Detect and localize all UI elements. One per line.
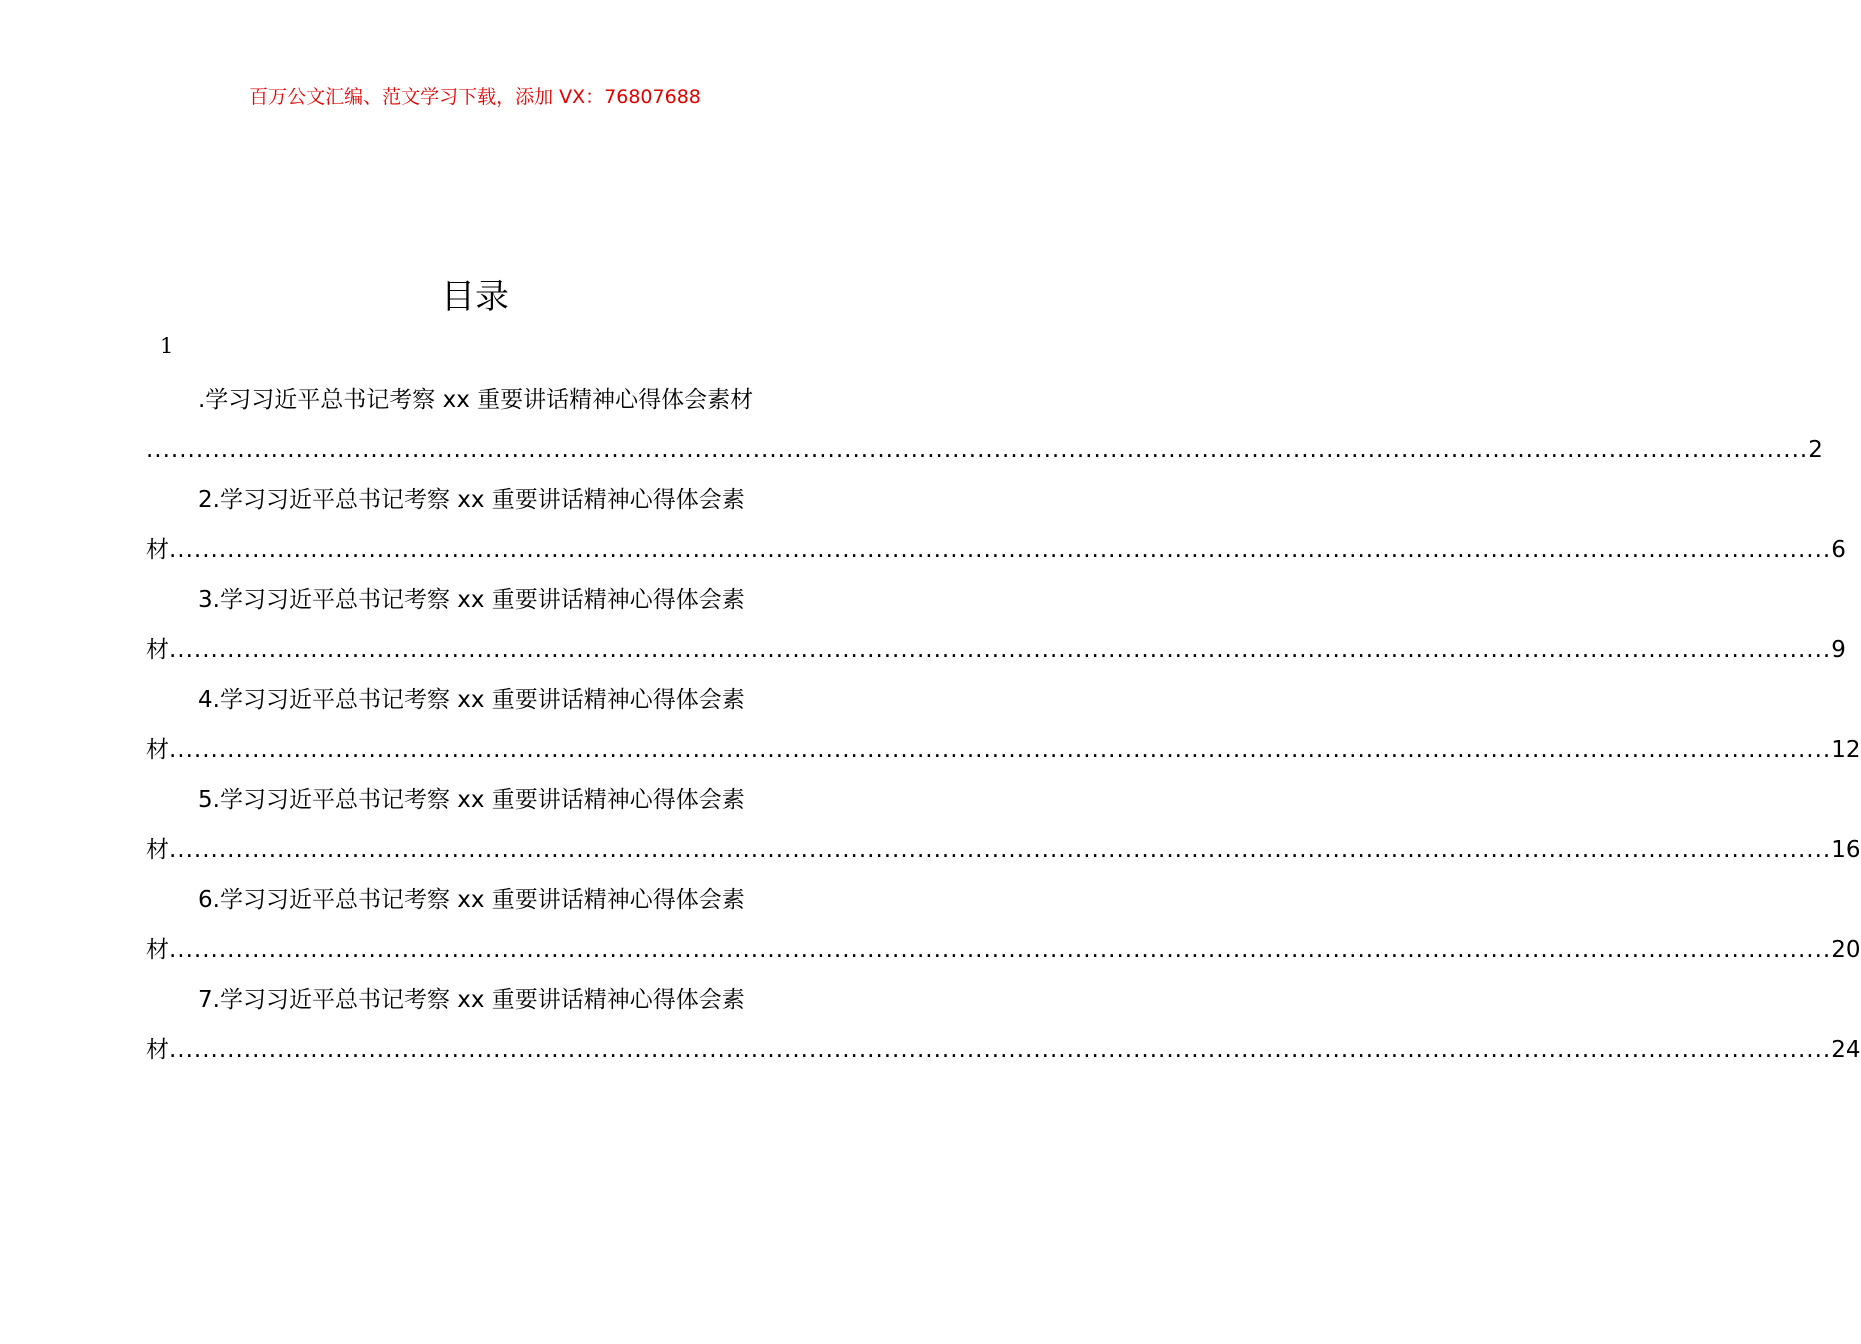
dot-leader: ........................................................................................................................................................................................................	[169, 637, 1832, 663]
toc-page-number: 6	[1831, 537, 1846, 563]
toc-page-number: 16	[1831, 837, 1861, 863]
toc-entry-leader-line	[146, 925, 1861, 975]
toc-entry-title-tail: 材	[146, 637, 169, 663]
toc-entry[interactable]	[146, 475, 1846, 575]
toc-entry-leader-line	[146, 1025, 1861, 1075]
toc-entry-title: 4.学习习近平总书记考察 xx 重要讲话精神心得体会素	[198, 687, 745, 713]
page-title: 目录	[441, 277, 509, 317]
toc-entry-title: 7.学习习近平总书记考察 xx 重要讲话精神心得体会素	[198, 987, 745, 1013]
toc-entry-title-tail: 材	[146, 537, 169, 563]
toc-entry[interactable]	[146, 375, 1823, 475]
toc-entry-title: 3.学习习近平总书记考察 xx 重要讲话精神心得体会素	[198, 587, 745, 613]
toc-page-number: 24	[1831, 1037, 1861, 1063]
toc-entry-title: 6.学习习近平总书记考察 xx 重要讲话精神心得体会素	[198, 887, 745, 913]
toc-entry-title: 5.学习习近平总书记考察 xx 重要讲话精神心得体会素	[198, 787, 745, 813]
dot-leader: ........................................................................................................................................................................................................	[169, 937, 1832, 963]
toc-page-number: 2	[1808, 437, 1823, 463]
watermark-header: 百万公文汇编、范文学习下载，添加 VX：76807688	[249, 86, 701, 108]
toc-entry[interactable]	[146, 575, 1846, 675]
table-of-contents	[146, 375, 1861, 1075]
dot-leader: ........................................................................................................................................................................................................	[169, 1037, 1832, 1063]
toc-entry-title-tail: 材	[146, 837, 169, 863]
toc-entry-leader-line	[146, 625, 1846, 675]
dot-leader: ........................................................................................................................................................................................................	[169, 837, 1832, 863]
toc-page-number: 20	[1831, 937, 1861, 963]
first-entry-number: 1	[160, 334, 174, 358]
toc-entry-title-tail: 材	[146, 1037, 169, 1063]
toc-entry-title: 2.学习习近平总书记考察 xx 重要讲话精神心得体会素	[198, 487, 745, 513]
toc-entry-leader-line	[146, 825, 1861, 875]
dot-leader: ........................................................................................................................................................................................................	[169, 737, 1832, 763]
dot-leader: ........................................................................................................................................................................................................	[146, 437, 1809, 463]
toc-entry[interactable]	[146, 975, 1861, 1075]
toc-entry-leader-line	[146, 425, 1823, 475]
toc-entry-title-tail: 材	[146, 737, 169, 763]
toc-entry[interactable]	[146, 675, 1861, 775]
toc-page-number: 9	[1831, 637, 1846, 663]
toc-entry-leader-line	[146, 725, 1861, 775]
dot-leader: ........................................................................................................................................................................................................	[169, 537, 1832, 563]
toc-entry[interactable]	[146, 775, 1861, 875]
toc-page-number: 12	[1831, 737, 1861, 763]
toc-entry-title: .学习习近平总书记考察 xx 重要讲话精神心得体会素材	[198, 387, 754, 413]
toc-entry[interactable]	[146, 875, 1861, 975]
toc-entry-leader-line	[146, 525, 1846, 575]
toc-entry-title-tail: 材	[146, 937, 169, 963]
